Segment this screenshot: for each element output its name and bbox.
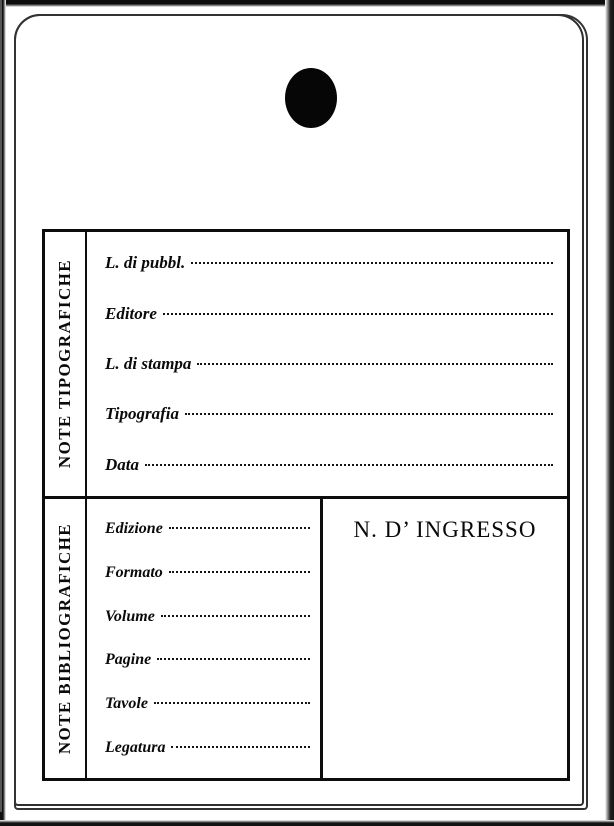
catalog-card <box>14 14 584 806</box>
field-dotted-line[interactable] <box>169 571 310 573</box>
section-label-note-tipografiche <box>45 232 87 496</box>
field-edizione[interactable] <box>105 520 310 538</box>
field-dotted-line[interactable] <box>163 313 553 315</box>
field-label: Tipografia <box>105 404 179 424</box>
field-label: L. di stampa <box>105 353 192 373</box>
field-tavole[interactable] <box>105 695 310 713</box>
field-label: L. di pubbl. <box>105 253 186 273</box>
field-dotted-line[interactable] <box>171 746 310 748</box>
field-label: Volume <box>105 607 155 625</box>
field-dotted-line[interactable] <box>145 464 553 466</box>
field-dotted-line[interactable] <box>157 658 310 660</box>
section-label-text: NOTE TIPOGRAFICHE <box>55 259 74 469</box>
field-label: Pagine <box>105 651 152 669</box>
field-label: Editore <box>105 303 157 323</box>
field-label: Data <box>105 454 139 474</box>
scan-edge-bottom <box>0 820 614 826</box>
field-formato[interactable] <box>105 564 310 582</box>
section-label-text: NOTE BIBLIOGRAFICHE <box>55 522 74 755</box>
section-label-note-bibliografiche <box>45 499 87 778</box>
field-dotted-line[interactable] <box>197 363 553 365</box>
card-form-table <box>42 229 570 781</box>
section-note-bibliografiche <box>45 499 567 778</box>
field-label: Legatura <box>105 739 166 757</box>
field-tipografia[interactable] <box>105 404 553 424</box>
note-tipografiche-fields <box>87 232 567 496</box>
punch-hole-icon <box>285 68 337 128</box>
field-l-di-pubbl[interactable] <box>105 253 553 273</box>
scan-edge-right-secondary <box>0 0 2 812</box>
field-dotted-line[interactable] <box>169 527 310 529</box>
field-dotted-line[interactable] <box>161 615 310 617</box>
numero-ingresso-panel[interactable] <box>323 499 567 778</box>
field-l-di-stampa[interactable] <box>105 354 553 374</box>
field-data[interactable] <box>105 455 553 475</box>
field-label: Tavole <box>105 695 148 713</box>
field-label: Edizione <box>105 519 163 537</box>
field-legatura[interactable] <box>105 739 310 757</box>
field-dotted-line[interactable] <box>185 413 553 415</box>
field-dotted-line[interactable] <box>191 262 553 264</box>
note-bibliografiche-fields <box>87 499 323 778</box>
field-dotted-line[interactable] <box>154 702 310 704</box>
field-pagine[interactable] <box>105 651 310 669</box>
numero-ingresso-title: N. D’ INGRESSO <box>353 517 537 542</box>
field-label: Formato <box>105 563 163 581</box>
scan-edge-right <box>605 0 614 826</box>
section-note-tipografiche <box>45 232 567 499</box>
field-volume[interactable] <box>105 608 310 626</box>
scan-edge-top <box>0 0 614 7</box>
field-editore[interactable] <box>105 304 553 324</box>
